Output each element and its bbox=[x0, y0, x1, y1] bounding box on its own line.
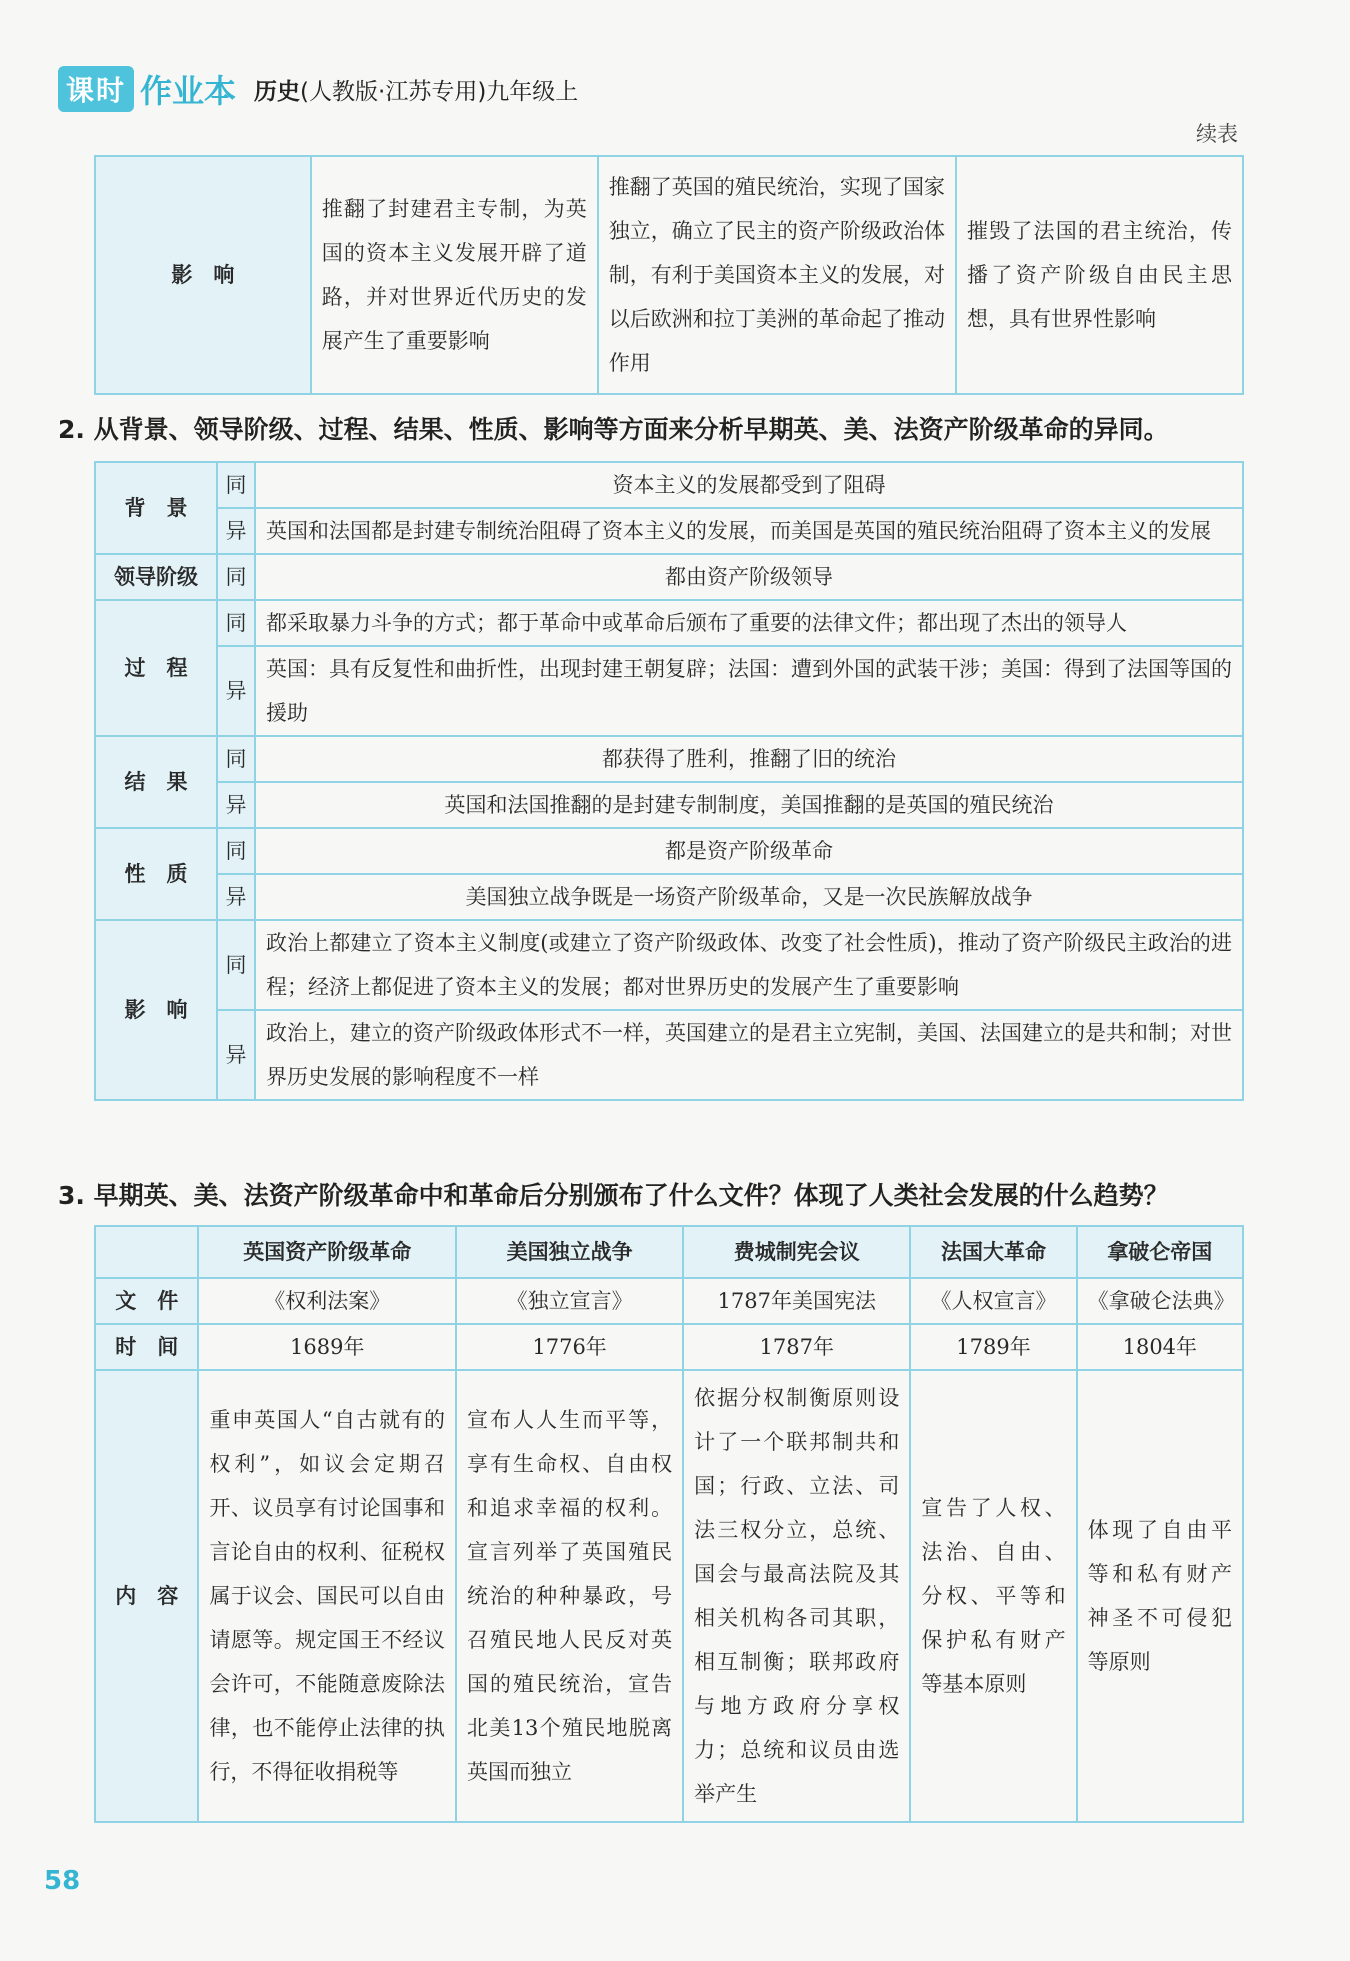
document-cell: 《人权宣言》 bbox=[910, 1278, 1076, 1324]
year-cell: 1787年 bbox=[683, 1324, 910, 1370]
subject-title bbox=[254, 73, 578, 106]
tag-same: 同 bbox=[217, 736, 255, 782]
page-number: 58 bbox=[44, 1866, 81, 1896]
background-diff: 英国和法国都是封建专制统治阻碍了资本主义的发展，而美国是英国的殖民统治阻碍了资本主义的发展 bbox=[255, 508, 1243, 554]
col-header: 费城制宪会议 bbox=[683, 1226, 910, 1278]
page-header bbox=[58, 64, 578, 114]
content-cell: 重申英国人“自古就有的权利”，如议会定期召开、议员享有讨论国事和言论自由的权利、征税权属于议会、国民可以自由请愿等。规定国王不经议会许可，不能随意废除法律，也不能停止法律的执行，不得征收捐税等 bbox=[198, 1370, 456, 1822]
impact-usa: 推翻了英国的殖民统治，实现了国家独立，确立了民主的资产阶级政治体制，有利于美国资本主义的发展，对以后欧洲和拉丁美洲的革命起了推动作用 bbox=[598, 156, 956, 394]
documents-table bbox=[94, 1225, 1244, 1823]
tag-diff: 异 bbox=[217, 646, 255, 736]
row-label-process: 过 程 bbox=[95, 600, 217, 736]
tag-same: 同 bbox=[217, 462, 255, 508]
tag-same: 同 bbox=[217, 920, 255, 1010]
impact-diff: 政治上，建立的资产阶级政体形式不一样，英国建立的是君主立宪制，美国、法国建立的是共和制；对世界历史发展的影响程度不一样 bbox=[255, 1010, 1243, 1100]
question-2: 2. 从背景、领导阶级、过程、结果、性质、影响等方面来分析早期英、美、法资产阶级革命的异同。 bbox=[58, 415, 1169, 444]
tag-diff: 异 bbox=[217, 874, 255, 920]
nature-same: 都是资产阶级革命 bbox=[255, 828, 1243, 874]
document-cell: 《权利法案》 bbox=[198, 1278, 456, 1324]
row-label-result: 结 果 bbox=[95, 736, 217, 828]
process-same: 都采取暴力斗争的方式；都于革命中或革命后颁布了重要的法律文件；都出现了杰出的领导人 bbox=[255, 600, 1243, 646]
process-diff: 英国：具有反复性和曲折性，出现封建王朝复辟；法国：遭到外国的武装干涉；美国：得到了法国等国的援助 bbox=[255, 646, 1243, 736]
row-label-content: 内 容 bbox=[95, 1370, 198, 1822]
logo-badge: 课时 bbox=[58, 66, 134, 112]
question-3: 3. 早期英、美、法资产阶级革命中和革命后分别颁布了什么文件？体现了人类社会发展的什么趋势？ bbox=[58, 1181, 1169, 1210]
document-cell: 1787年美国宪法 bbox=[683, 1278, 910, 1324]
subject-edition: (人教版·江苏专用)九年级上 bbox=[300, 78, 579, 105]
corner-cell bbox=[95, 1226, 198, 1278]
logo-text: 作业本 bbox=[140, 72, 237, 110]
year-cell: 1776年 bbox=[456, 1324, 683, 1370]
col-header: 拿破仑帝国 bbox=[1077, 1226, 1243, 1278]
leading-class-same: 都由资产阶级领导 bbox=[255, 554, 1243, 600]
impact-same: 政治上都建立了资本主义制度(或建立了资产阶级政体、改变了社会性质)，推动了资产阶级民主政治的进程；经济上都促进了资本主义的发展；都对世界历史的发展产生了重要影响 bbox=[255, 920, 1243, 1010]
subject-name: 历史 bbox=[254, 78, 301, 105]
tag-diff: 异 bbox=[217, 1010, 255, 1100]
nature-diff: 美国独立战争既是一场资产阶级革命，又是一次民族解放战争 bbox=[255, 874, 1243, 920]
col-header: 英国资产阶级革命 bbox=[198, 1226, 456, 1278]
col-header: 法国大革命 bbox=[910, 1226, 1076, 1278]
row-label-impact: 影 响 bbox=[95, 920, 217, 1100]
col-header: 美国独立战争 bbox=[456, 1226, 683, 1278]
row-label-background: 背 景 bbox=[95, 462, 217, 554]
tag-diff: 异 bbox=[217, 782, 255, 828]
result-same: 都获得了胜利，推翻了旧的统治 bbox=[255, 736, 1243, 782]
content-cell: 体现了自由平等和私有财产神圣不可侵犯等原则 bbox=[1077, 1370, 1243, 1822]
tag-diff: 异 bbox=[217, 508, 255, 554]
impact-france: 摧毁了法国的君主统治，传播了资产阶级自由民主思想，具有世界性影响 bbox=[956, 156, 1243, 394]
row-label-time: 时 间 bbox=[95, 1324, 198, 1370]
document-cell: 《拿破仑法典》 bbox=[1077, 1278, 1243, 1324]
year-cell: 1789年 bbox=[910, 1324, 1076, 1370]
tag-same: 同 bbox=[217, 600, 255, 646]
impact-england: 推翻了封建君主专制，为英国的资本主义发展开辟了道路，并对世界近代历史的发展产生了重要影响 bbox=[311, 156, 598, 394]
continued-label: 续表 bbox=[1196, 122, 1238, 146]
content-cell: 依据分权制衡原则设计了一个联邦制共和国；行政、立法、司法三权分立，总统、国会与最高法院及其相关机构各司其职，相互制衡；联邦政府与地方政府分享权力；总统和议员由选举产生 bbox=[683, 1370, 910, 1822]
row-label-leading-class: 领导阶级 bbox=[95, 554, 217, 600]
year-cell: 1689年 bbox=[198, 1324, 456, 1370]
background-same: 资本主义的发展都受到了阻碍 bbox=[255, 462, 1243, 508]
content-cell: 宣告了人权、法治、自由、分权、平等和保护私有财产等基本原则 bbox=[910, 1370, 1076, 1822]
result-diff: 英国和法国推翻的是封建专制制度，美国推翻的是英国的殖民统治 bbox=[255, 782, 1243, 828]
content-cell: 宣布人人生而平等，享有生命权、自由权和追求幸福的权利。宣言列举了英国殖民统治的种种暴政，号召殖民地人民反对英国的殖民统治，宣告北美13个殖民地脱离英国而独立 bbox=[456, 1370, 683, 1822]
comparison-table bbox=[94, 461, 1244, 1101]
tag-same: 同 bbox=[217, 828, 255, 874]
document-cell: 《独立宣言》 bbox=[456, 1278, 683, 1324]
impact-label: 影 响 bbox=[95, 156, 311, 394]
tag-same: 同 bbox=[217, 554, 255, 600]
year-cell: 1804年 bbox=[1077, 1324, 1243, 1370]
row-label-nature: 性 质 bbox=[95, 828, 217, 920]
row-label-document: 文 件 bbox=[95, 1278, 198, 1324]
impact-table bbox=[94, 155, 1244, 395]
